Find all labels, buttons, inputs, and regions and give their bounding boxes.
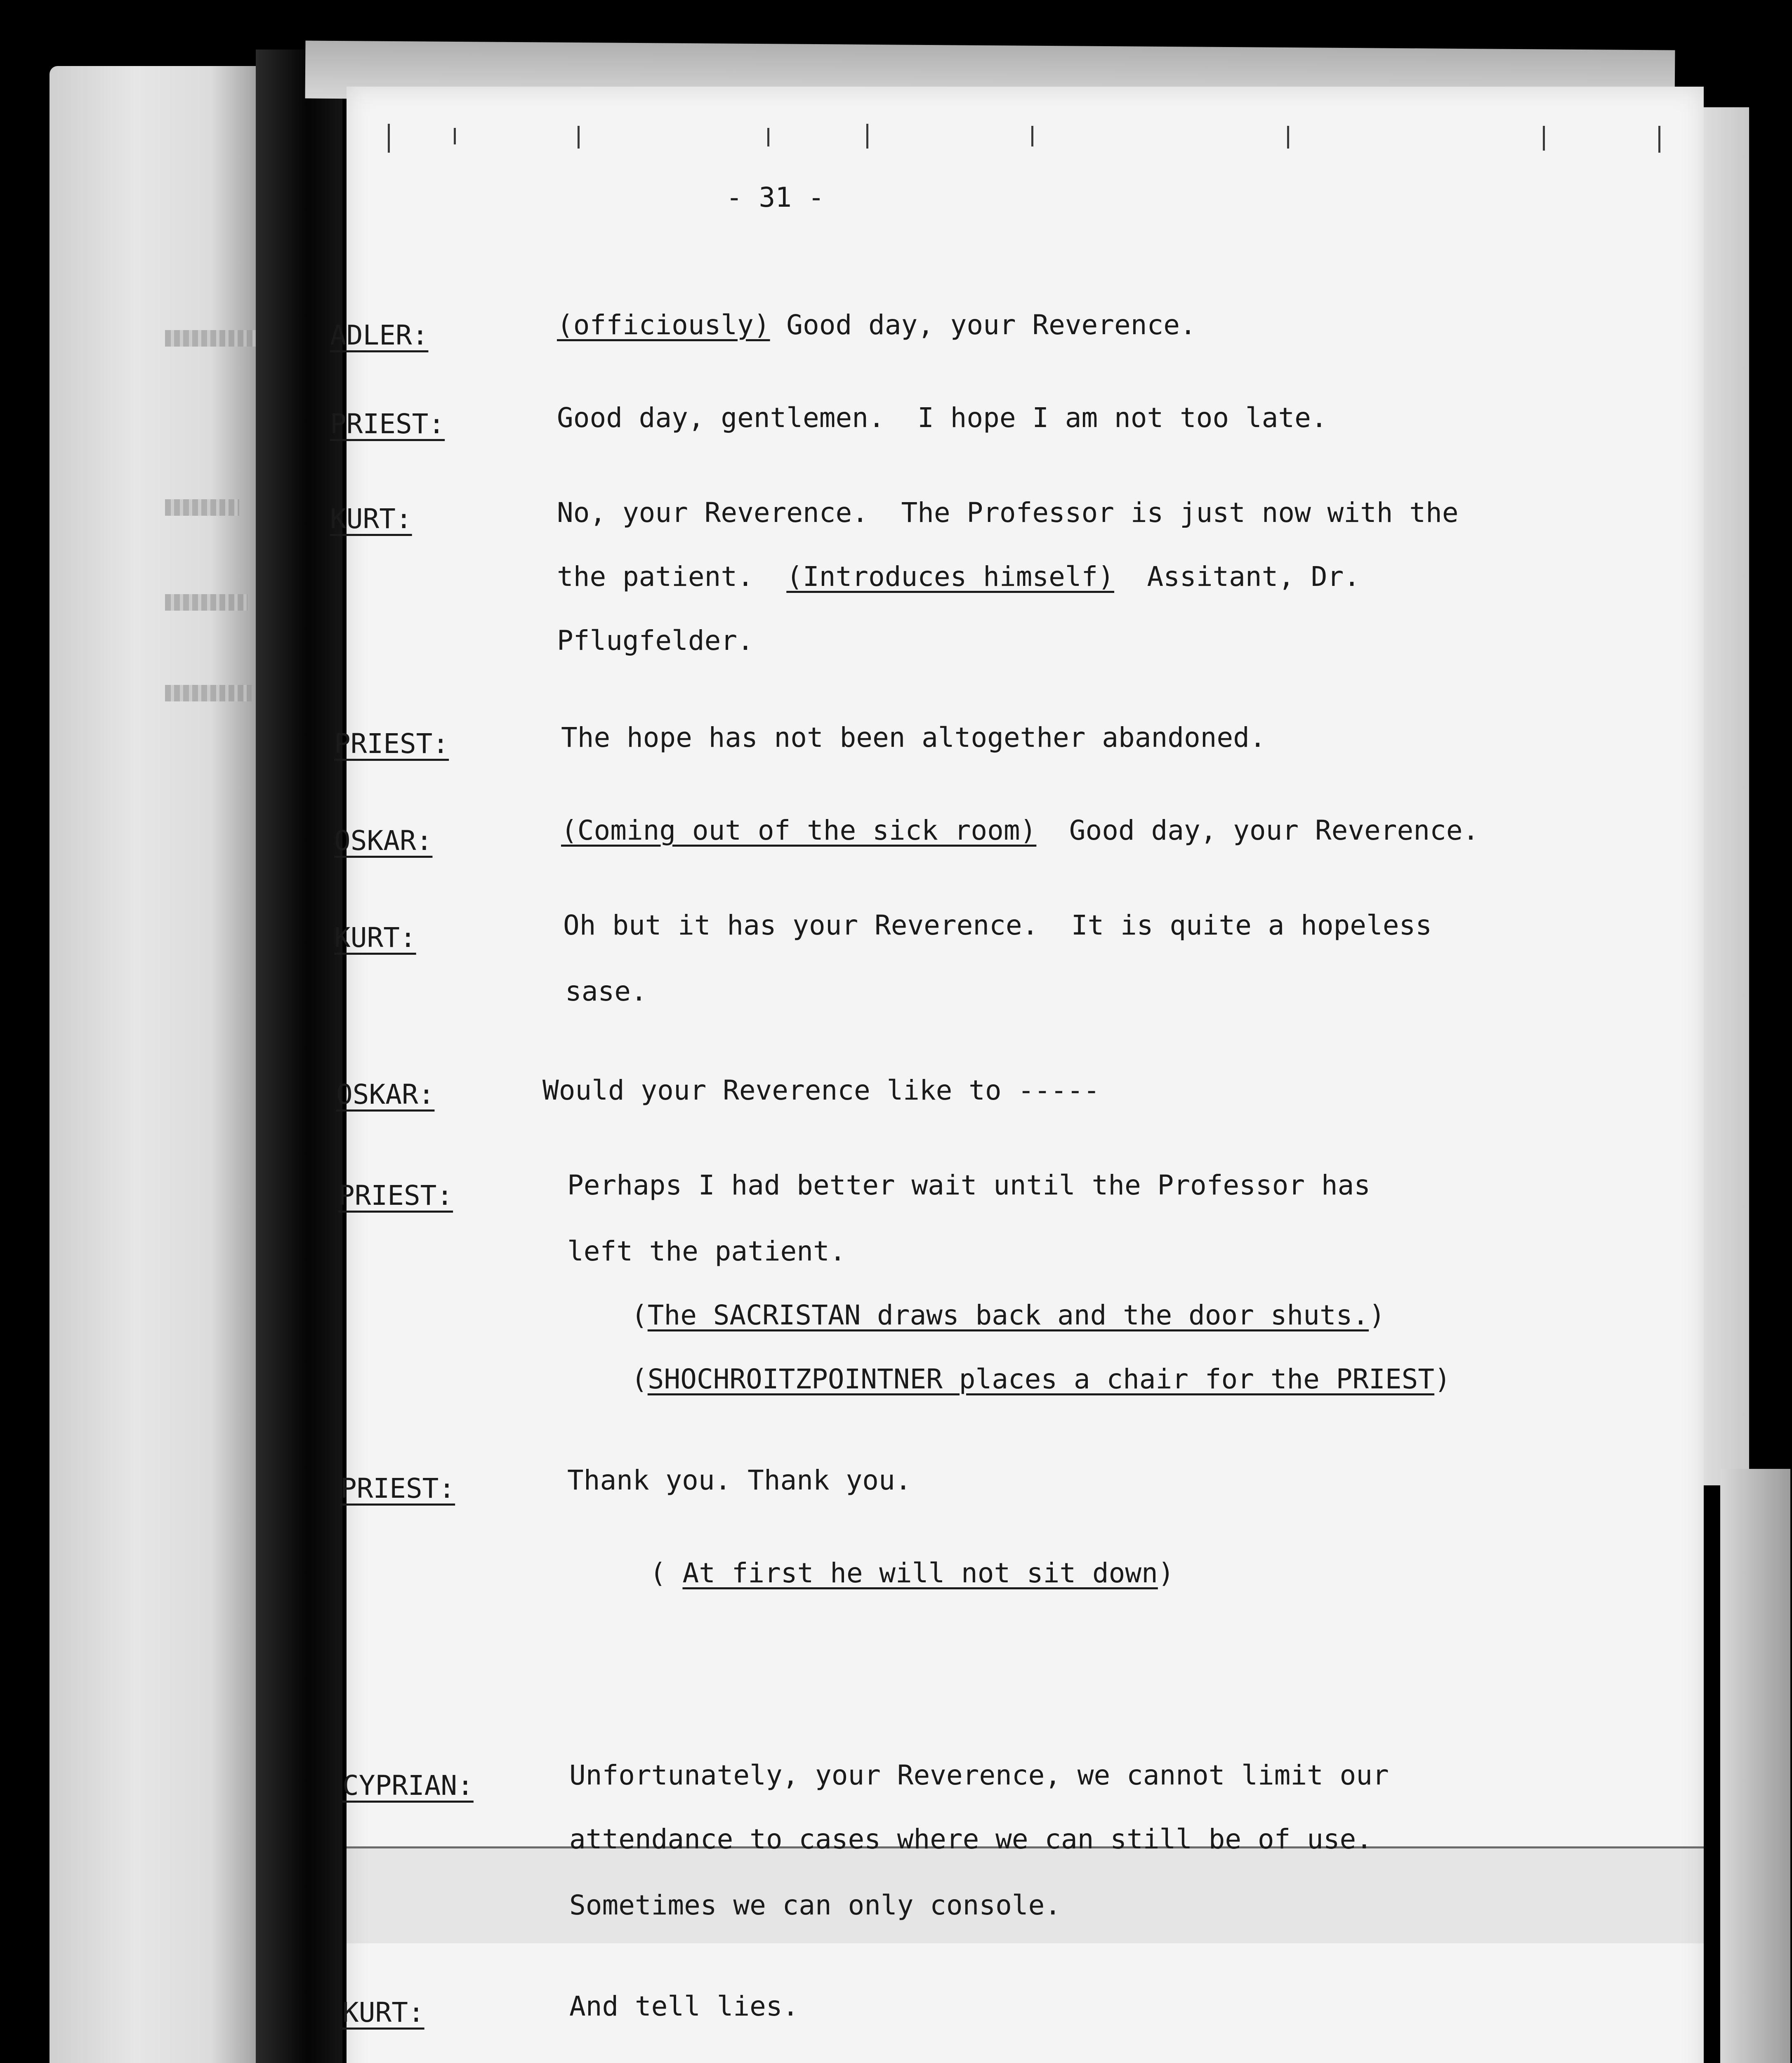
dialogue-text: the patient. [557, 561, 787, 592]
dialogue-line: The hope has not been altogether abandoned. [561, 722, 1266, 753]
dialogue-line: And tell lies. [569, 1990, 799, 2022]
dialogue-line: left the patient. [567, 1235, 846, 1267]
left-page-text-fragment [165, 499, 239, 516]
book-spine [256, 50, 342, 2063]
edge-mark [767, 128, 769, 146]
stage-direction: SHOCHROITZPOINTNER places a chair for the PRIEST [647, 1363, 1435, 1395]
speaker-oskar: OSKAR: [336, 1079, 435, 1110]
dialogue-line [561, 814, 1479, 846]
speaker-kurt: KURT: [334, 922, 416, 954]
dialogue-text: Good day, your Reverence. [770, 309, 1196, 341]
edge-mark [578, 126, 580, 149]
stage-direction: The SACRISTAN draws back and the door shuts. [647, 1299, 1369, 1331]
left-page-text-fragment [165, 594, 248, 611]
left-page-text-fragment [165, 330, 256, 347]
speaker-kurt: KURT: [342, 1997, 424, 2028]
dialogue-line [557, 563, 1360, 590]
edge-mark [388, 124, 390, 153]
paren: ( [631, 1299, 648, 1331]
dialogue-line: Good day, gentlemen. I hope I am not too late. [557, 402, 1327, 434]
paren: ( [650, 1557, 683, 1589]
edge-mark [454, 128, 456, 144]
dialogue-line: Would your Reverence like to ----- [542, 1074, 1100, 1106]
dialogue-line: Unfortunately, your Reverence, we cannot limit our [569, 1759, 1389, 1791]
left-facing-page [50, 66, 264, 2063]
stage-direction: (Coming out of the sick room) [561, 814, 1037, 846]
edge-mark [1287, 126, 1289, 149]
paren: ) [1158, 1557, 1174, 1589]
stage-direction-line [631, 1363, 1451, 1395]
dialogue-line: attendance to cases where we can still be of use. [569, 1823, 1373, 1855]
dialogue-text: Good day, your Reverence. [1036, 814, 1479, 846]
dialogue-line: Oh but it has your Reverence. It is quite a hopeless [563, 909, 1432, 941]
underlying-sheet-lower [1720, 1469, 1790, 2063]
speaker-priest: PRIEST: [338, 1180, 453, 1211]
dialogue-line: sase. [565, 975, 647, 1007]
paren: ( [631, 1363, 648, 1395]
speaker-priest: PRIEST: [334, 728, 449, 760]
paren: ) [1369, 1299, 1385, 1331]
edge-mark [1658, 126, 1660, 153]
stage-direction: (officiously) [557, 309, 770, 341]
stage-direction-line [631, 1299, 1385, 1331]
speaker-priest: PRIEST: [330, 408, 445, 440]
edge-mark [1543, 126, 1545, 151]
dialogue-line: Thank you. Thank you. [567, 1464, 912, 1496]
page-number: - 31 - [726, 182, 825, 213]
speaker-oskar: OSKAR: [334, 825, 433, 857]
speaker-kurt: KURT: [330, 503, 412, 535]
dialogue-line [557, 309, 1196, 341]
stage-direction: At first he will not sit down [682, 1557, 1158, 1589]
dialogue-line: Pflugfelder. [557, 625, 754, 656]
dialogue-line: Sometimes we can only console. [569, 1889, 1061, 1921]
edge-mark [1031, 126, 1033, 146]
dialogue-text: Assitant, Dr. [1114, 561, 1361, 592]
stage-direction: (Introduces himself) [786, 561, 1115, 592]
speaker-adler: ADLER: [330, 319, 429, 351]
script-page [330, 87, 1704, 2063]
paren: ) [1434, 1363, 1451, 1395]
speaker-priest: PRIEST: [340, 1473, 455, 1504]
dialogue-line: No, your Reverence. The Professor is just now with the [557, 497, 1459, 529]
speaker-cyprian: CYPRIAN: [342, 1770, 474, 1801]
stage-direction-line [650, 1557, 1174, 1589]
dialogue-line: Perhaps I had better wait until the Professor has [567, 1169, 1371, 1201]
left-page-text-fragment [165, 685, 252, 701]
edge-mark [866, 124, 868, 149]
